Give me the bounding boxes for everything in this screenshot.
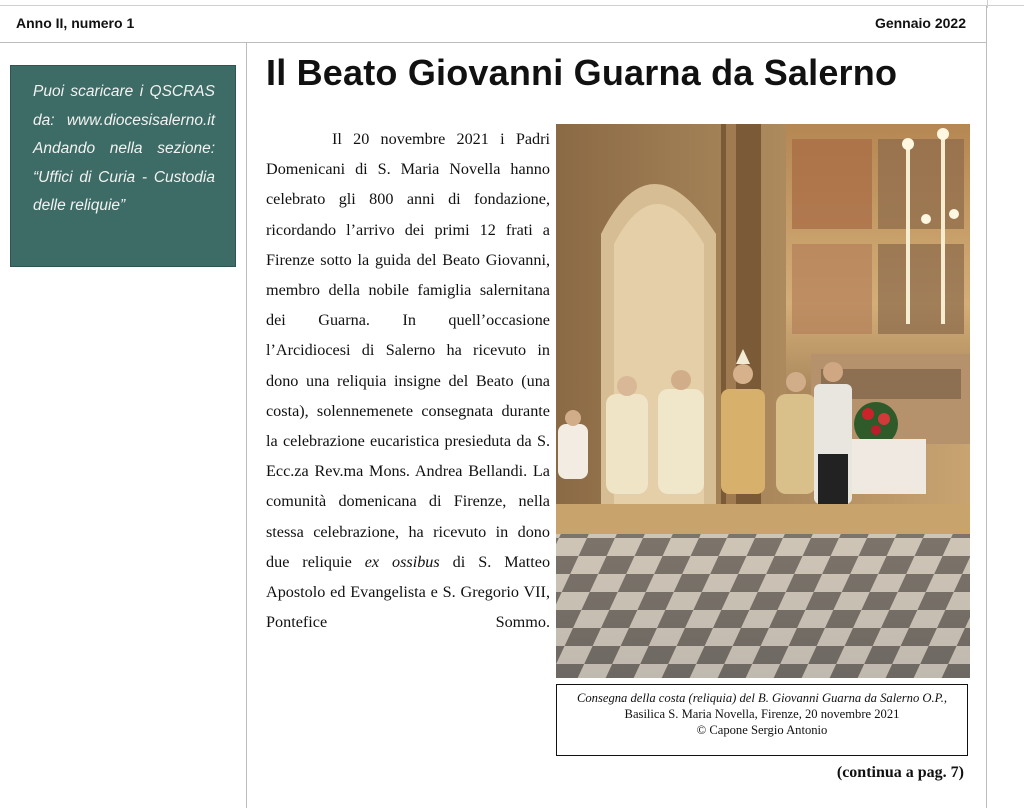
download-info-box xyxy=(10,65,236,267)
photo-caption xyxy=(556,684,968,756)
caption-line1: Consegna della costa (reliquia) del B. Giovanni Guarna da Salerno O.P., xyxy=(576,691,948,705)
article-body xyxy=(266,124,550,637)
article-text-part2: di S. Matteo Apostolo ed Evangelista e S. Gregorio VII, Pontefice Sommo. xyxy=(266,552,551,632)
newsletter-header xyxy=(0,6,987,43)
caption-credit: © Capone Sergio Antonio xyxy=(696,723,828,737)
caption-line2: Basilica S. Maria Novella, Firenze, 20 novembre 2021 xyxy=(624,707,900,721)
article-title: Il Beato Giovanni Guarna da Salerno xyxy=(266,52,898,93)
column-divider xyxy=(246,42,247,808)
ceremony-photo xyxy=(556,124,970,678)
download-info-text: Puoi scaricare i QSCRAS da: www.diocesisalerno.it Andando nella sezione: “Uffici di Curia - Custodia delle reliquie” xyxy=(33,83,215,214)
issue-number: Anno II, numero 1 xyxy=(16,15,135,31)
article-text-italic: ex ossibus xyxy=(364,552,440,571)
article-text-part1: Il 20 novembre 2021 i Padri Domenicani di S. Maria Novella hanno celebrato gli 800 anni di fondazione, ricordando l’arrivo dei primi 12 frati a Firenze sotto la guida del Beato Giovanni, membro della nobile famiglia salernitana dei Guarna. In quell’occasione l’Arcidiocesi di Salerno ha ricevuto in dono una reliquia insigne del Beato (una costa), solennemenete consegnata durante la celebrazione eucaristica presieduta da S. Ecc.za Rev.ma Mons. Andrea Bellandi. La comunità domenicana di Firenze, nella stessa celebrazione, ha ricevuto in dono due reliquie xyxy=(266,130,550,571)
page-right-border xyxy=(986,42,987,808)
continued-link: (continua a pag. 7) xyxy=(836,764,964,781)
issue-date: Gennaio 2022 xyxy=(874,15,966,31)
page-edge xyxy=(987,0,988,8)
